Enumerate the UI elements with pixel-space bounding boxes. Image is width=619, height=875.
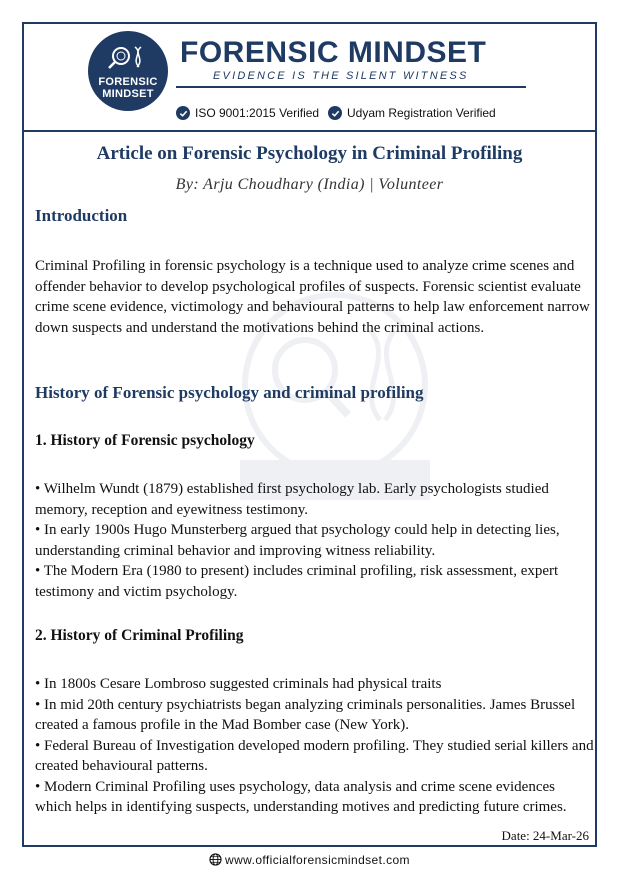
list-item: • Modern Criminal Profiling uses psychology, data analysis and crime scene evidences which helps in identifying suspects, understanding motives and predicting future crimes. bbox=[35, 778, 567, 815]
check-circle-icon bbox=[176, 106, 190, 120]
tagline: EVIDENCE IS THE SILENT WITNESS bbox=[213, 70, 469, 82]
header bbox=[24, 24, 595, 130]
article-title: Article on Forensic Psychology in Criminal Profiling bbox=[96, 143, 523, 164]
intro-heading: Introduction bbox=[35, 206, 128, 225]
list-item: • Federal Bureau of Investigation developed modern profiling. They studied serial killers and created behavioural patterns. bbox=[35, 737, 594, 774]
logo-text-line1: FORENSIC bbox=[98, 76, 158, 88]
list-item: • Wilhelm Wundt (1879) established first psychology lab. Early psychologists studied memory, reception and eyewitness testimony. bbox=[35, 481, 549, 518]
brand-name: FORENSIC MINDSET bbox=[180, 36, 487, 69]
iso-badge-label: ISO 9001:2015 Verified bbox=[195, 106, 320, 120]
section1-list bbox=[35, 479, 595, 602]
list-item: • The Modern Era (1980 to present) includes criminal profiling, risk assessment, expert testimony and victim psychology. bbox=[35, 563, 559, 600]
list-item: • In 1800s Cesare Lombroso suggested criminals had physical traits bbox=[35, 676, 442, 692]
check-circle-icon bbox=[328, 106, 342, 120]
history-heading: History of Forensic psychology and criminal profiling bbox=[35, 383, 424, 402]
logo bbox=[88, 31, 168, 111]
udyam-badge bbox=[328, 106, 496, 120]
magnifier-dna-icon bbox=[88, 43, 168, 73]
website-link[interactable]: www.officialforensicmindset.com bbox=[225, 853, 410, 867]
udyam-badge-label: Udyam Registration Verified bbox=[347, 106, 496, 120]
date-label: Date: 24-Mar-26 bbox=[501, 828, 589, 843]
section1-heading: 1. History of Forensic psychology bbox=[35, 432, 255, 449]
header-divider bbox=[24, 130, 595, 132]
section2-list bbox=[35, 674, 595, 818]
byline: By: Arju Choudhary (India) | Volunteer bbox=[175, 176, 444, 193]
section2-heading: 2. History of Criminal Profiling bbox=[35, 627, 244, 644]
list-item: • In early 1900s Hugo Munsterberg argued that psychology could help in detecting lies, understanding criminal behavior and improving witness reliability. bbox=[35, 522, 560, 559]
footer bbox=[0, 853, 619, 869]
logo-text-line2: MINDSET bbox=[102, 88, 154, 100]
brand-underline bbox=[176, 86, 526, 88]
list-item: • In mid 20th century psychiatrists began analyzing criminals personalities. James Brussel created a famous profile in the Mad Bomber case (New York). bbox=[35, 696, 576, 733]
intro-paragraph: Criminal Profiling in forensic psychology is a technique used to analyze crime scenes and offender behavior to develop psychological profiles of suspects. Forensic scientist evaluate crime scene evidence, victimology and behavioural patterns to help law enforcement narrow down suspects and understand the motivations behind the criminal actions. bbox=[35, 258, 590, 336]
globe-icon bbox=[209, 853, 222, 869]
iso-badge bbox=[176, 106, 319, 120]
